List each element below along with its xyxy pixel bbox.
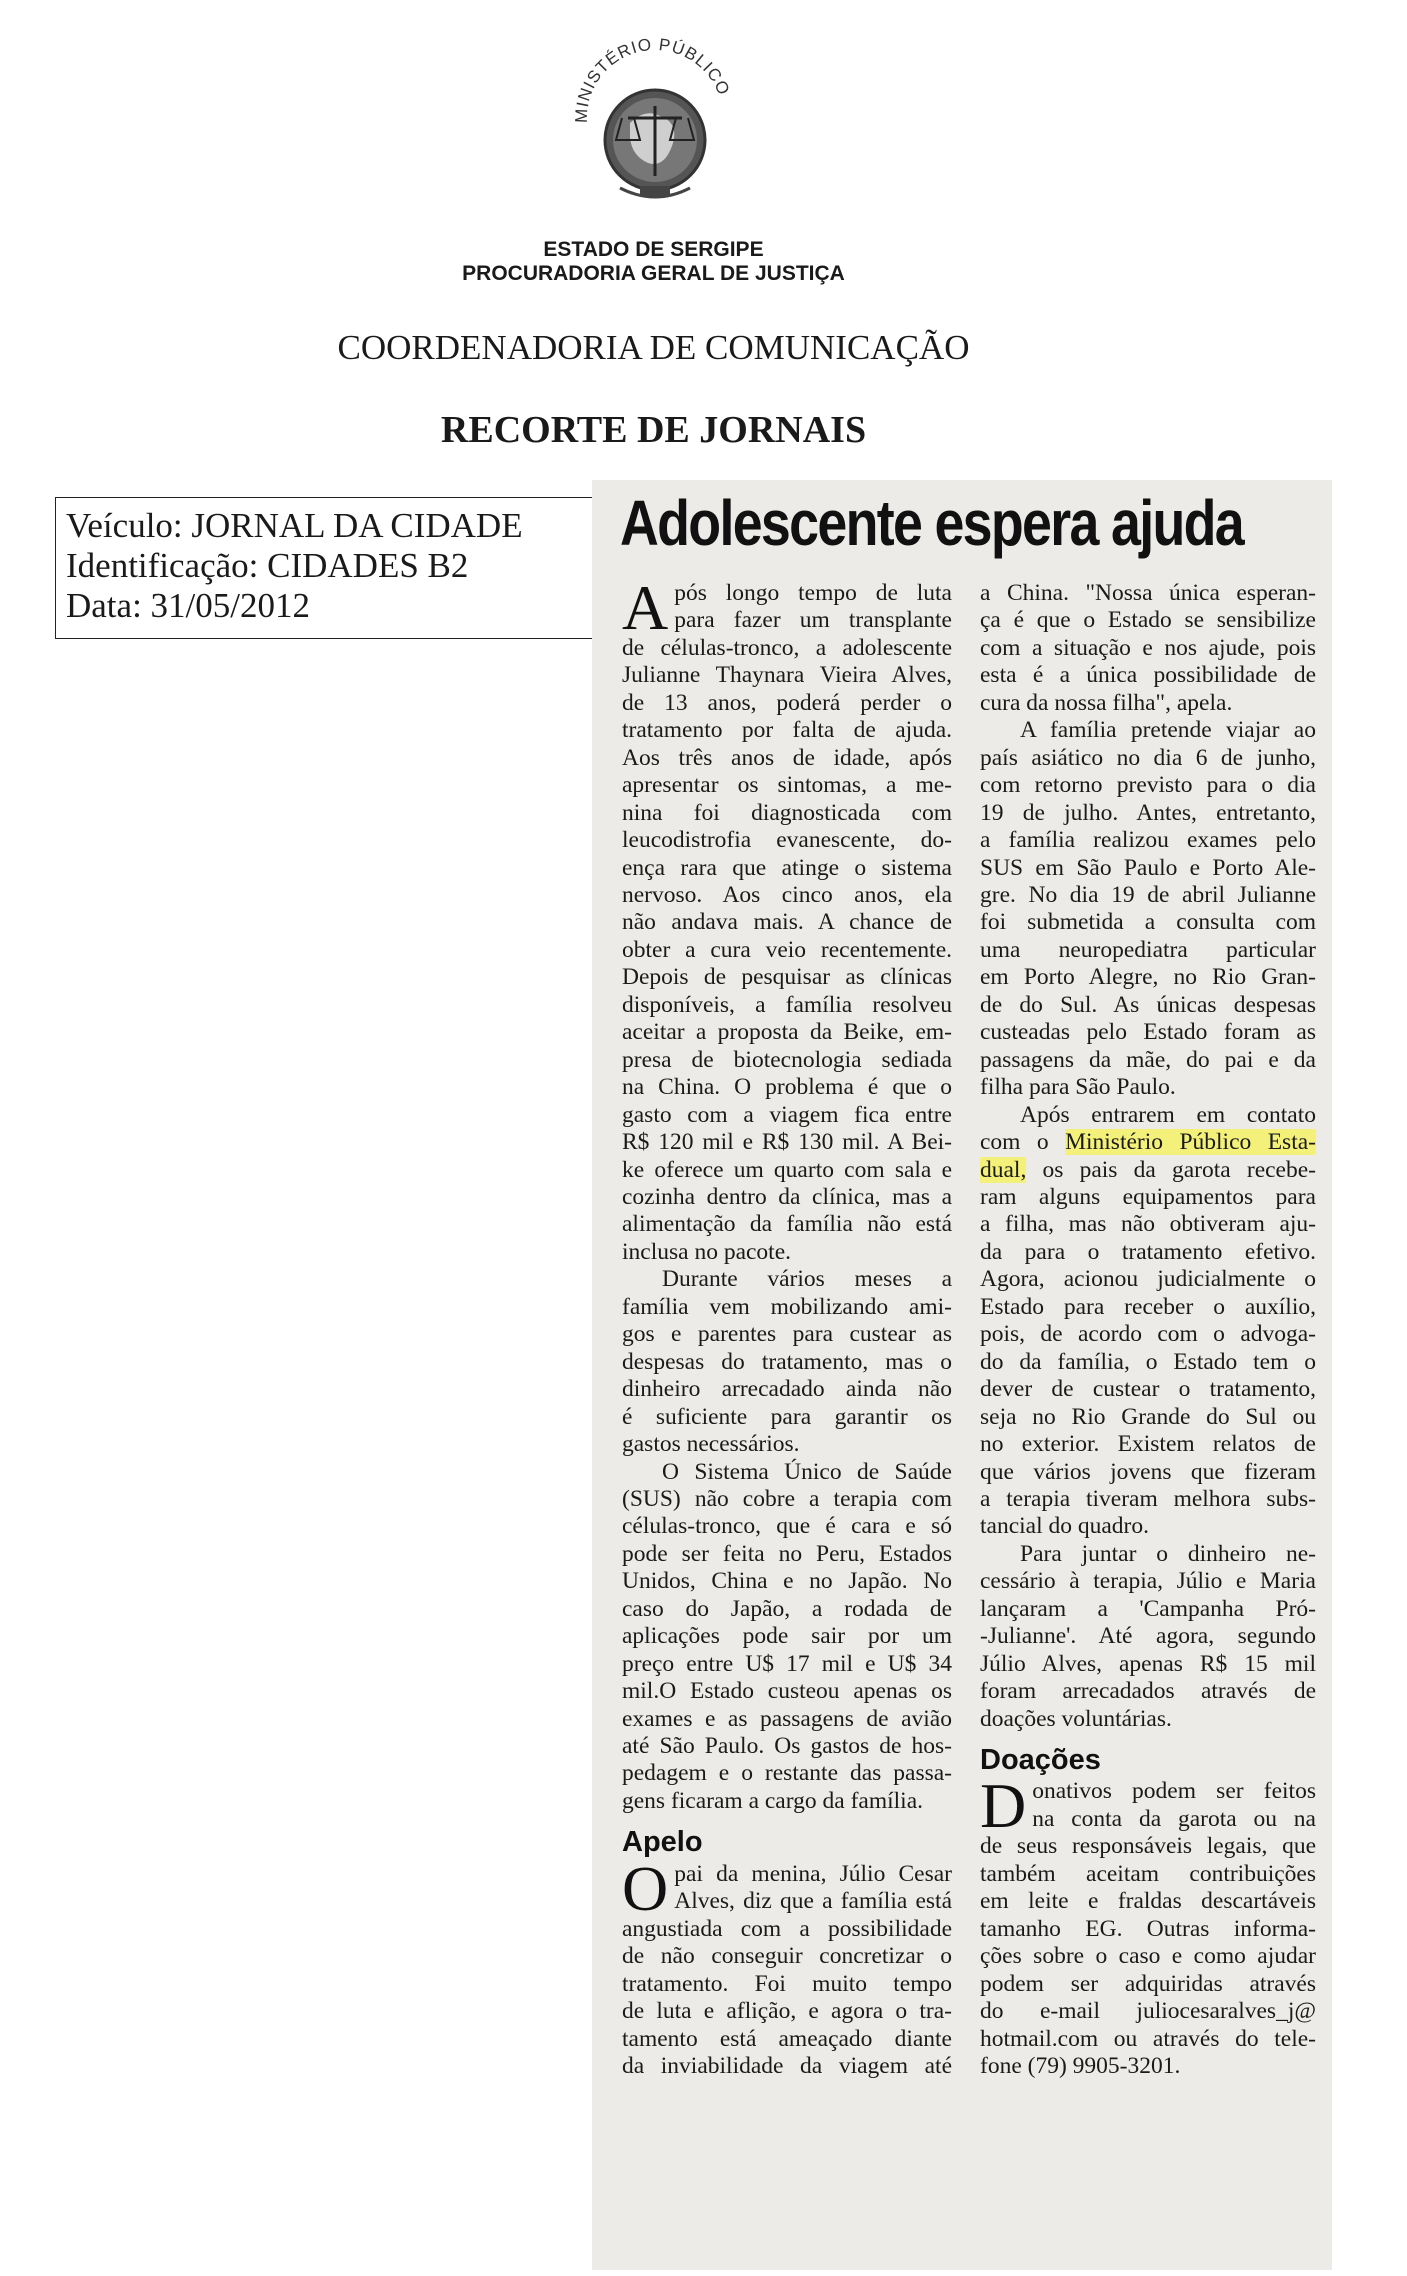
article-line: custeadas pelo Estado foram as xyxy=(980,1019,1316,1046)
article-line: presa de biotecnologia sediada xyxy=(622,1046,952,1073)
article-line: -Julianne'. Até agora, segundo xyxy=(980,1623,1316,1650)
article-line: Unidos, China e no Japão. No xyxy=(622,1568,952,1595)
article-line: de seus responsáveis legais, que xyxy=(980,1833,1316,1860)
article-line: Julianne Thaynara Vieira Alves, xyxy=(622,662,952,689)
svg-text:MINISTÉRIO PÚBLICO: MINISTÉRIO PÚBLICO xyxy=(571,34,734,124)
article-headline: Adolescente espera ajuda xyxy=(620,487,1243,559)
article-line: do da família, o Estado tem o xyxy=(980,1348,1316,1375)
article-line: tamanho EG. Outras informa- xyxy=(980,1915,1316,1942)
agency-name: PROCURADORIA GERAL DE JUSTIÇA xyxy=(462,262,845,285)
highlight-marker: Ministério Público Esta- xyxy=(1065,1129,1316,1156)
article-column-right xyxy=(980,580,1316,2080)
article-line: aplicações pode sair por um xyxy=(622,1623,952,1650)
article-column-left xyxy=(622,572,952,2080)
article-line: Durante vários meses a xyxy=(662,1266,952,1293)
article-line: país asiático no dia 6 de junho, xyxy=(980,744,1316,771)
article-line: família vem mobilizando ami- xyxy=(622,1293,952,1320)
article-line: até São Paulo. Os gastos de hos- xyxy=(622,1733,952,1760)
article-line: cura da nossa filha", apela. xyxy=(980,689,1233,716)
article-line: em leite e fraldas descartáveis xyxy=(980,1888,1316,1915)
state-name: ESTADO DE SERGIPE xyxy=(543,238,764,261)
article-line: cessário à terapia, Júlio e Maria xyxy=(980,1568,1316,1595)
article-line: da inviabilidade da viagem até xyxy=(622,2053,952,2080)
article-line: esta é a única possibilidade de xyxy=(980,662,1316,689)
body-text xyxy=(980,1770,1316,2080)
article-line: pedagem e o restante das passa- xyxy=(622,1760,952,1787)
drop-cap: D xyxy=(980,1770,1027,1842)
article-line: a terapia tiveram melhora subs- xyxy=(980,1485,1316,1512)
article-line: fone (79) 9905-3201. xyxy=(980,2053,1181,2080)
clipping-id-box xyxy=(55,497,596,639)
article-line: alimentação da família não está xyxy=(622,1211,952,1238)
article-line: pós longo tempo de luta xyxy=(674,580,952,606)
article-line: ções sobre o caso e como ajudar xyxy=(980,1943,1316,1970)
article-line: hotmail.com ou através do tele- xyxy=(980,2025,1316,2052)
body-text xyxy=(622,572,952,1815)
subhead-doacoes: Doações xyxy=(980,1744,1101,1777)
article-line: é suficiente para garantir os xyxy=(622,1403,952,1430)
article-line: uma neuropediatra particular xyxy=(980,936,1316,963)
article-line: de luta e aflição, e agora o tra- xyxy=(622,1998,952,2025)
article-line: Para juntar o dinheiro ne- xyxy=(1020,1540,1316,1567)
drop-cap: O xyxy=(622,1852,669,1924)
article-line: foram arrecadados através de xyxy=(980,1678,1316,1705)
section-title: RECORTE DE JORNAIS xyxy=(440,409,867,451)
article-line: inclusa no pacote. xyxy=(622,1238,792,1265)
article-line: nervoso. Aos cinco anos, ela xyxy=(622,881,952,908)
article-line: apresentar os sintomas, a me- xyxy=(622,772,952,799)
article-line: a filha, mas não obtiveram aju- xyxy=(980,1211,1316,1238)
highlighted-line: com o Ministério Público Esta- xyxy=(980,1129,1316,1156)
article-line: doações voluntárias. xyxy=(980,1705,1172,1732)
article-line: despesas do tratamento, mas o xyxy=(622,1348,952,1375)
article-line: pai da menina, Júlio Cesar xyxy=(674,1860,952,1887)
article-line: disponíveis, a família resolveu xyxy=(622,991,952,1018)
article-line: com a situação e nos ajude, pois xyxy=(980,634,1316,661)
article-line: ça é que o Estado se sensibilize xyxy=(980,607,1316,634)
article-line: ram alguns equipamentos para xyxy=(980,1183,1316,1210)
subhead-apelo: Apelo xyxy=(622,1826,703,1859)
article-line: com retorno previsto para o dia xyxy=(980,772,1316,799)
article-line: em Porto Alegre, no Rio Gran- xyxy=(980,964,1316,991)
article-line: Após entrarem em contato xyxy=(1020,1101,1316,1128)
article-line: cozinha dentro da clínica, mas a xyxy=(622,1183,952,1210)
article-line: caso do Japão, a rodada de xyxy=(622,1595,952,1622)
article-line: tratamento por falta de ajuda. xyxy=(622,717,952,744)
ministerio-publico-seal xyxy=(560,28,750,218)
article-line: também aceitam contribuições xyxy=(980,1860,1316,1887)
article-line: Estado para receber o auxílio, xyxy=(980,1293,1316,1320)
article-line: células-tronco, que é cara e só xyxy=(622,1513,952,1540)
article-line: mil.O Estado custeou apenas os xyxy=(622,1678,952,1705)
article-line: gastos necessários. xyxy=(622,1431,800,1458)
article-line: gre. No dia 19 de abril Julianne xyxy=(980,881,1316,908)
article-line: para fazer um transplante xyxy=(674,607,952,634)
drop-cap: A xyxy=(622,572,669,643)
body-text xyxy=(622,1852,952,2081)
article-line: na China. O problema é que o xyxy=(622,1074,952,1101)
article-line: que vários jovens que fizeram xyxy=(980,1458,1316,1485)
body-text xyxy=(980,1184,1316,1733)
article-line: pode ser feita no Peru, Estados xyxy=(622,1540,952,1567)
article-line: lançaram a 'Campanha Pró- xyxy=(980,1595,1316,1622)
article-line: A família pretende viajar ao xyxy=(1020,717,1316,744)
article-line: pois, de acordo com o advoga- xyxy=(980,1321,1316,1348)
article-line: gasto com a viagem fica entre xyxy=(622,1101,952,1128)
article-line: Júlio Alves, apenas R$ 15 mil xyxy=(980,1650,1316,1677)
article-line: SUS em São Paulo e Porto Ale- xyxy=(980,854,1316,881)
article-line: do e-mail juliocesaralves_j@ xyxy=(980,1998,1316,2025)
article-line: Alves, diz que a família está xyxy=(674,1888,952,1915)
article-line: Aos três anos de idade, após xyxy=(622,744,952,771)
article-line: R$ 120 mil e R$ 130 mil. A Bei- xyxy=(622,1129,952,1156)
article-line: seja no Rio Grande do Sul ou xyxy=(980,1403,1316,1430)
article-line: nina foi diagnosticada com xyxy=(622,799,952,826)
article-line: a família realizou exames pelo xyxy=(980,827,1316,854)
veiculo-line: Veículo: JORNAL DA CIDADE xyxy=(66,506,523,545)
highlight-marker: dual, xyxy=(980,1156,1027,1183)
article-line: angustiada com a possibilidade xyxy=(622,1915,952,1942)
newspaper-clipping xyxy=(592,480,1332,2270)
article-line: preço entre U$ 17 mil e U$ 34 xyxy=(622,1650,952,1677)
date-line: Data: 31/05/2012 xyxy=(66,586,310,625)
article-line: exames e as passagens de avião xyxy=(622,1705,952,1732)
article-line: gos e parentes para custear as xyxy=(622,1321,952,1348)
article-line: de células-tronco, a adolescente xyxy=(622,634,952,661)
article-line: de do Sul. As únicas despesas xyxy=(980,991,1316,1018)
article-line: aceitar a proposta da Beike, em- xyxy=(622,1019,952,1046)
article-line: Agora, acionou judicialmente o xyxy=(980,1266,1316,1293)
highlighted-line: dual, os pais da garota recebe- xyxy=(980,1156,1316,1183)
body-text xyxy=(980,580,1316,1129)
department-title: COORDENADORIA DE COMUNICAÇÃO xyxy=(337,328,970,367)
article-line: no exterior. Existem relatos de xyxy=(980,1431,1316,1458)
article-line: foi submetida a consulta com xyxy=(980,909,1316,936)
article-line: de 13 anos, poderá perder o xyxy=(622,689,952,716)
article-line: dinheiro arrecadado ainda não xyxy=(622,1376,952,1403)
article-line: passagens da mãe, do pai e da xyxy=(980,1046,1316,1073)
article-line: leucodistrofia evanescente, do- xyxy=(622,827,952,854)
article-line: tratamento. Foi muito tempo xyxy=(622,1970,952,1997)
article-line: na conta da garota ou na xyxy=(1032,1805,1316,1832)
article-line: da para o tratamento efetivo. xyxy=(980,1238,1316,1265)
article-line: tancial do quadro. xyxy=(980,1513,1150,1540)
article-line: não andava mais. A chance de xyxy=(622,909,952,936)
article-line: onativos podem ser feitos xyxy=(1032,1778,1316,1805)
article-line: O Sistema Único de Saúde xyxy=(662,1458,952,1485)
article-line: ke oferece um quarto com sala e xyxy=(622,1156,952,1183)
article-line: gens ficaram a cargo da família. xyxy=(622,1787,924,1814)
article-line: podem ser adquiridas através xyxy=(980,1970,1316,1997)
article-line: (SUS) não cobre a terapia com xyxy=(622,1485,952,1512)
article-line: Depois de pesquisar as clínicas xyxy=(622,964,952,991)
article-line: obter a cura veio recentemente. xyxy=(622,936,952,963)
article-line: tamento está ameaçado diante xyxy=(622,2025,952,2052)
article-line: filha para São Paulo. xyxy=(980,1074,1176,1101)
article-line: dever de custear o tratamento, xyxy=(980,1376,1316,1403)
article-line: de não conseguir concretizar o xyxy=(622,1943,952,1970)
identificacao-line: Identificação: CIDADES B2 xyxy=(66,546,469,585)
article-line: a China. "Nossa única esperan- xyxy=(980,580,1316,606)
article-line: ença rara que atinge o sistema xyxy=(622,854,952,881)
article-line: 19 de julho. Antes, entretanto, xyxy=(980,799,1316,826)
